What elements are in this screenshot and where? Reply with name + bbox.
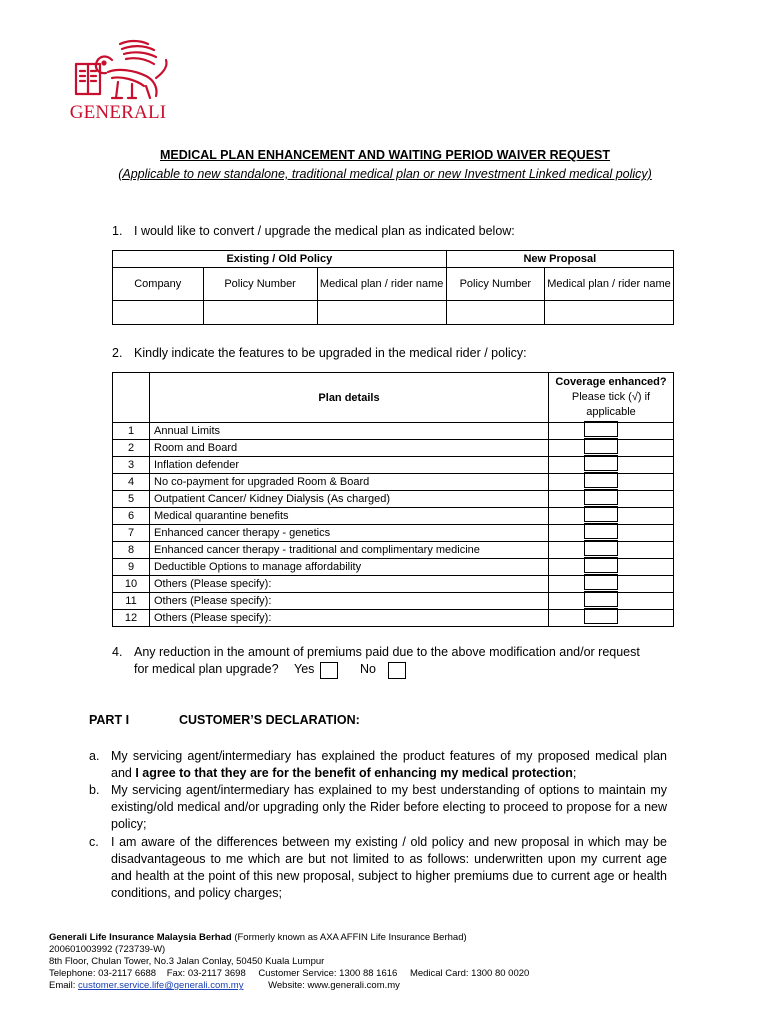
- tick-checkbox-9[interactable]: [584, 557, 618, 573]
- tick-checkbox-10[interactable]: [584, 574, 618, 590]
- form-subtitle: (Applicable to new standalone, traditional medical plan or new Investment Linked medical policy): [118, 167, 652, 181]
- footer-fax: Fax: 03-2117 3698: [166, 968, 246, 979]
- plan-details-header: Plan details: [150, 373, 549, 423]
- form-title: MEDICAL PLAN ENHANCEMENT AND WAITING PERIOD WAIVER REQUEST: [159, 148, 611, 162]
- footer-company: Generali Life Insurance Malaysia Berhad: [49, 932, 232, 943]
- item-number: 8: [113, 542, 150, 559]
- declaration-text: My servicing agent/intermediary has explained to my best understanding of options to maintain my existing/old medical and/or upgrading only the Rider before electing to proceed to propose for a new policy;: [111, 783, 667, 831]
- yes-checkbox[interactable]: [320, 662, 338, 679]
- question-number: 1.: [112, 224, 123, 238]
- policy-number-input-cell[interactable]: [203, 301, 317, 325]
- footer: [49, 932, 529, 992]
- no-label: No: [360, 662, 376, 676]
- item-number: 7: [113, 525, 150, 542]
- col-company: Company: [113, 268, 204, 301]
- tick-checkbox-6[interactable]: [584, 506, 618, 522]
- feature-label: Deductible Options to manage affordability: [150, 559, 549, 576]
- declaration-label: c.: [89, 835, 99, 849]
- no-checkbox[interactable]: [388, 662, 406, 679]
- item-number: 11: [113, 593, 150, 610]
- item-number: 9: [113, 559, 150, 576]
- col-new-policy-number: Policy Number: [446, 268, 544, 301]
- company-input-cell[interactable]: [113, 301, 204, 325]
- declaration-text: [111, 748, 667, 782]
- part-label: PART I: [89, 713, 130, 727]
- col-new-medical-plan: Medical plan / rider name: [545, 268, 674, 301]
- number-header: [113, 373, 150, 423]
- winged-lion-icon: [62, 38, 174, 102]
- question-text: I would like to convert / upgrade the medical plan as indicated below:: [134, 224, 515, 238]
- question-text-line2: for medical plan upgrade?: [134, 662, 279, 676]
- footer-address: 8th Floor, Chulan Tower, No.3 Jalan Conlay, 50450 Kuala Lumpur: [49, 956, 325, 967]
- feature-label: Others (Please specify):: [150, 610, 549, 627]
- declaration-text-part: My servicing agent/intermediary has explained the product features of my proposed medical plan and: [111, 749, 667, 780]
- tick-checkbox-11[interactable]: [584, 591, 618, 607]
- feature-label: Enhanced cancer therapy - traditional and complimentary medicine: [150, 542, 549, 559]
- coverage-header: [549, 373, 674, 423]
- item-number: 10: [113, 576, 150, 593]
- declaration-text-part: ;: [572, 766, 577, 780]
- tick-checkbox-12[interactable]: [584, 608, 618, 624]
- feature-label: No co-payment for upgraded Room & Board: [150, 474, 549, 491]
- footer-website: Website: www.generali.com.my: [268, 980, 400, 991]
- feature-label: Annual Limits: [150, 423, 549, 440]
- question-text-line1: Any reduction in the amount of premiums paid due to the above modification and/or request: [134, 645, 640, 659]
- declaration-text: I am aware of the differences between my existing / old policy and new proposal in which may be disadvantageous to me which are but not limited to as follows: underwritten upon my current age and health at the point of this new proposal, subject to higher premiums due to current age or health conditions, and policy charges;: [111, 835, 667, 900]
- coverage-header-title: Coverage enhanced?: [555, 376, 667, 388]
- footer-reg: 200601003992 (723739-W): [49, 944, 166, 955]
- question-number: 4.: [112, 645, 123, 659]
- footer-telephone: Telephone: 03-2117 6688: [49, 968, 157, 979]
- feature-label: Enhanced cancer therapy - genetics: [150, 525, 549, 542]
- item-number: 1: [113, 423, 150, 440]
- tick-checkbox-1[interactable]: [584, 421, 618, 437]
- logo-wordmark: GENERALI: [69, 102, 167, 123]
- existing-policy-header: Existing / Old Policy: [113, 251, 447, 268]
- feature-label: Outpatient Cancer/ Kidney Dialysis (As charged): [150, 491, 549, 508]
- tick-checkbox-2[interactable]: [584, 438, 618, 454]
- col-medical-plan: Medical plan / rider name: [317, 268, 446, 301]
- feature-label: Medical quarantine benefits: [150, 508, 549, 525]
- footer-email-link[interactable]: customer.service.life@generali.com.my: [78, 980, 244, 991]
- policy-conversion-table: [112, 250, 674, 325]
- generali-logo: [62, 38, 174, 126]
- item-number: 6: [113, 508, 150, 525]
- question-text: Kindly indicate the features to be upgraded in the medical rider / policy:: [134, 346, 527, 360]
- new-medical-plan-input-cell[interactable]: [545, 301, 674, 325]
- footer-email-label: Email:: [49, 980, 76, 991]
- declaration-label: a.: [89, 749, 100, 763]
- footer-formerly: (Formerly known as AXA AFFIN Life Insurance Berhad): [234, 932, 467, 943]
- yes-label: Yes: [294, 662, 315, 676]
- item-number: 4: [113, 474, 150, 491]
- feature-label: Others (Please specify):: [150, 576, 549, 593]
- tick-checkbox-3[interactable]: [584, 455, 618, 471]
- medical-plan-input-cell[interactable]: [317, 301, 446, 325]
- question-number: 2.: [112, 346, 123, 360]
- item-number: 12: [113, 610, 150, 627]
- footer-medical-card: Medical Card: 1300 80 0020: [409, 968, 530, 979]
- item-number: 5: [113, 491, 150, 508]
- tick-checkbox-7[interactable]: [584, 523, 618, 539]
- coverage-header-instruction: Please tick (√) if applicable: [571, 391, 651, 418]
- part-heading: CUSTOMER’S DECLARATION:: [179, 713, 360, 727]
- col-policy-number: Policy Number: [203, 268, 317, 301]
- item-number: 3: [113, 457, 150, 474]
- new-proposal-header: New Proposal: [446, 251, 673, 268]
- feature-label: Room and Board: [150, 440, 549, 457]
- declaration-bold-text: I agree to that they are for the benefit of enhancing my medical protection: [135, 766, 573, 780]
- new-policy-number-input-cell[interactable]: [446, 301, 544, 325]
- tick-checkbox-8[interactable]: [584, 540, 618, 556]
- tick-checkbox-4[interactable]: [584, 472, 618, 488]
- declaration-label: b.: [89, 783, 100, 797]
- footer-customer-service: Customer Service: 1300 88 1616: [258, 968, 398, 979]
- item-number: 2: [113, 440, 150, 457]
- feature-label: Inflation defender: [150, 457, 549, 474]
- tick-checkbox-5[interactable]: [584, 489, 618, 505]
- feature-label: Others (Please specify):: [150, 593, 549, 610]
